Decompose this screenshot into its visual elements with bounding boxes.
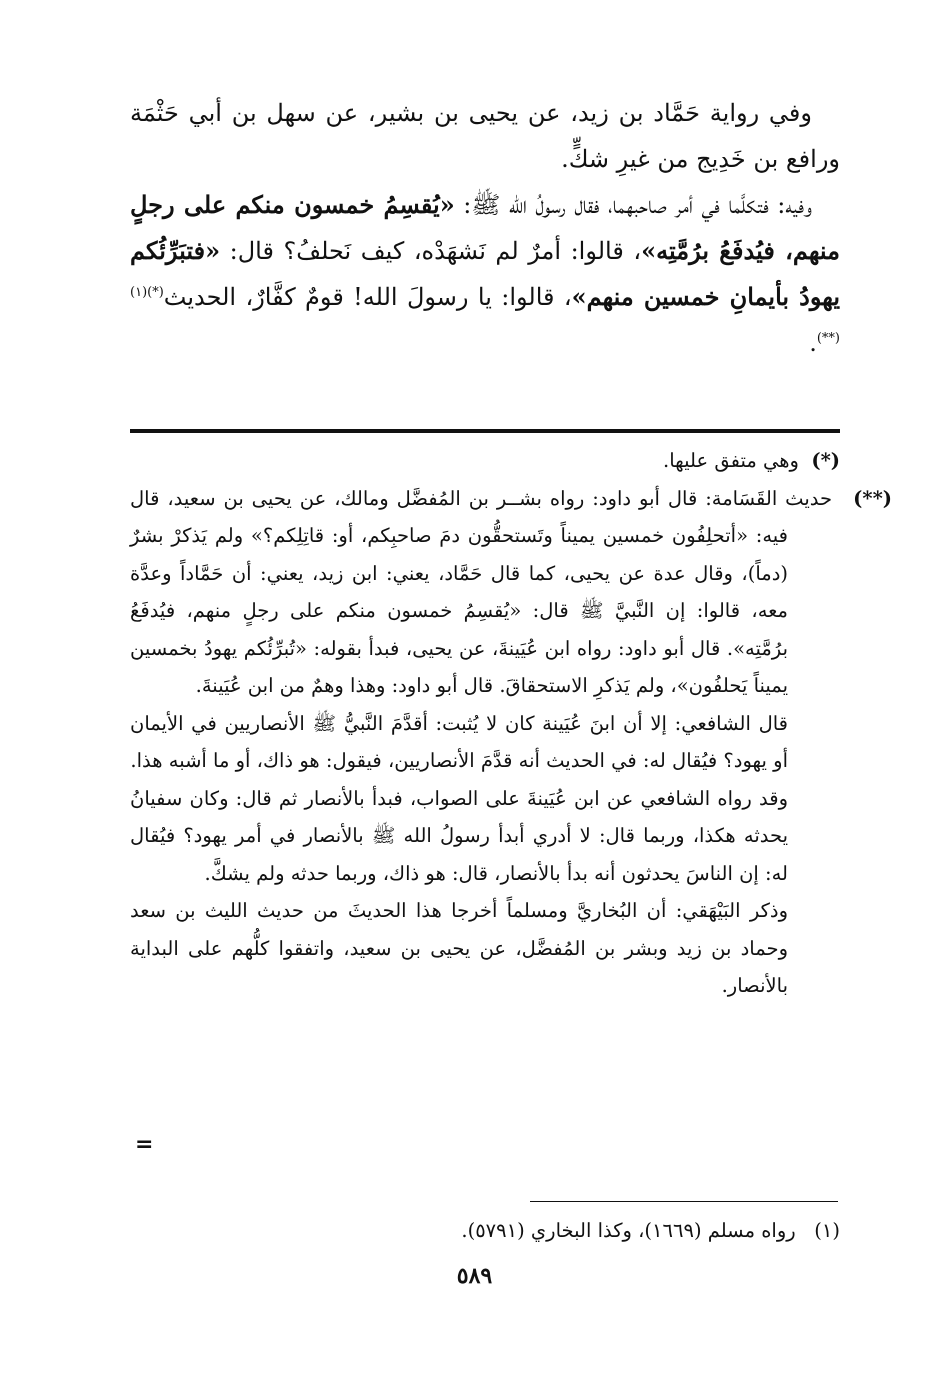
- page-number: ٥٨٩: [456, 1263, 493, 1289]
- separator-footnote: [530, 1201, 838, 1202]
- prophet-quote-2: «فتبَرِّئُكم يهودُ بأيمانِ خمسين منهم»: [130, 236, 841, 311]
- continuation-mark: =: [135, 1132, 154, 1157]
- prophet-quote-1: «يُقسِمُ خمسون منكم على رجلٍ منهم، فيُدفَعُ برُمَّتِه»: [130, 190, 840, 265]
- note-shafii: قال الشافعي: إلا أن ابنَ عُيَينة كان لا يُثبت: أقدَّمَ النَّبيُّ ﷺ الأنصاريين في الأيمان أو يهود؟ فيُقال له: في الحديث أنه قدَّمَ الأنصاريين، فيقول: هو ذاك، أو ما أشبه هذا.: [130, 711, 788, 772]
- note-star-marker: (*): [811, 449, 840, 472]
- note-star: [130, 442, 840, 480]
- footnote: [130, 1213, 840, 1249]
- note-double-star-text: حديث القَسَامة: قال أبو داود: رواه بشــر بن المُفضَّل ومالك، عن يحيى بن سعيد، قال فيه: «أتحلِفُون خمسين يميناً وتَستحقُّون دمَ صاحبِكم، أو: قاتِلِكم؟» ولم يَذكرْ بشرٌ (دماً)، وقال عدة عن يحيى، كما قال حَمَّاد، يعني: ابن زيد، يعني: أن حَمَّاداً وعدَّة معه، قالوا: إن النَّبيَّ ﷺ قال: «يُقسِمُ خمسون منكم على رجلٍ منهم، فيُدفَعُ برُمَّتِه». قال أبو داود: رواه ابن عُيَينةَ، عن يحيى، فبدأ بقوله: «تُبرِّئُكم يهودُ بخمسين يميناً يَحلفُون»، ولم يَذكرِ الاستحقاقَ. قال أبو داود: وهذا وهمٌ من ابن عُيَينةَ.: [130, 486, 833, 697]
- hadith-period: .: [809, 329, 817, 357]
- footnote-refs: (*)(١)(**): [130, 285, 840, 346]
- note-bayhaqi: وذكر البَيْهَقي: أن البُخاريَّ ومسلماً أخرجا هذا الحديثَ من حديث الليث بن سعد وحماد بن زيد وبشر بن المُفضَّل، عن يحيى بن سعيد، واتفقوا كلُّهم على البداية بالأنصار.: [130, 899, 788, 997]
- paragraph-hadith: [130, 182, 840, 366]
- hadith-mid: ، قالوا: أمرٌ لم نَشهَدْه، كيف نَحلفُ؟ قال:: [220, 237, 642, 265]
- main-text: [130, 90, 840, 366]
- separator-thick: [130, 429, 840, 433]
- hadith-intro: وفيه: فتكلَّما في أمر صاحبهما، فقال رسولُ الله ﷺ:: [454, 191, 812, 219]
- hadith-end: ، قالوا: يا رسولَ الله! قومٌ كفَّارٌ، الحديث: [163, 283, 572, 311]
- paragraph-narration: وفي رواية حَمَّاد بن زيد، عن يحيى بن بشير، عن سهل بن أبي حَثْمَة ورافع بن خَدِيج من غيرِ شكٍّ.: [130, 99, 840, 173]
- note-shafii-riwaya: وقد رواه الشافعي عن ابن عُيَينةَ على الصواب، فبدأ بالأنصار ثم قال: وكان سفيانُ يحدثه هكذا، وربما قال: لا أدري أبدأ رسولُ الله ﷺ بالأنصار في أمر يهود؟ فيُقال له: إن الناسَ يحدثون أنه بدأ بالأنصار، قال: هو ذاك، وربما حدثه ولم يشكَّ.: [130, 786, 788, 885]
- note-double-star: (**) حديث القَسَامة: قال أبو داود: رواه بشــر بن المُفضَّل ومالك، عن يحيى بن سعيد، قال فيه: «أتحلِفُون خمسين يميناً وتَستحقُّون دمَ صاحبِكم، أو: قاتِلِكم؟» ولم يَذكرْ بشرٌ (دماً)، وقال عدة عن يحيى، كما قال حَمَّاد، يعني: ابن زيد، يعني: أن حَمَّاداً وعدَّة معه، قالوا: إن النَّبيَّ ﷺ قال: «يُقسِمُ خمسون منكم على رجلٍ منهم، فيُدفَعُ برُمَّتِه». قال أبو داود: رواه ابن عُيَينةَ، عن يحيى، فبدأ بقوله: «تُبرِّئُكم يهودُ بخمسين يميناً يَحلفُون»، ولم يَذكرِ الاستحقاقَ. قال أبو داود: وهذا وهمٌ من ابن عُيَينةَ.: [130, 486, 893, 697]
- footnote-text: رواه مسلم (١٦٦٩)، وكذا البخاري (٥٧٩١).: [461, 1219, 796, 1242]
- note-star-text: وهي متفق عليها.: [663, 449, 799, 472]
- footnote-marker: (١): [814, 1219, 840, 1242]
- commentary-notes: [130, 442, 893, 1005]
